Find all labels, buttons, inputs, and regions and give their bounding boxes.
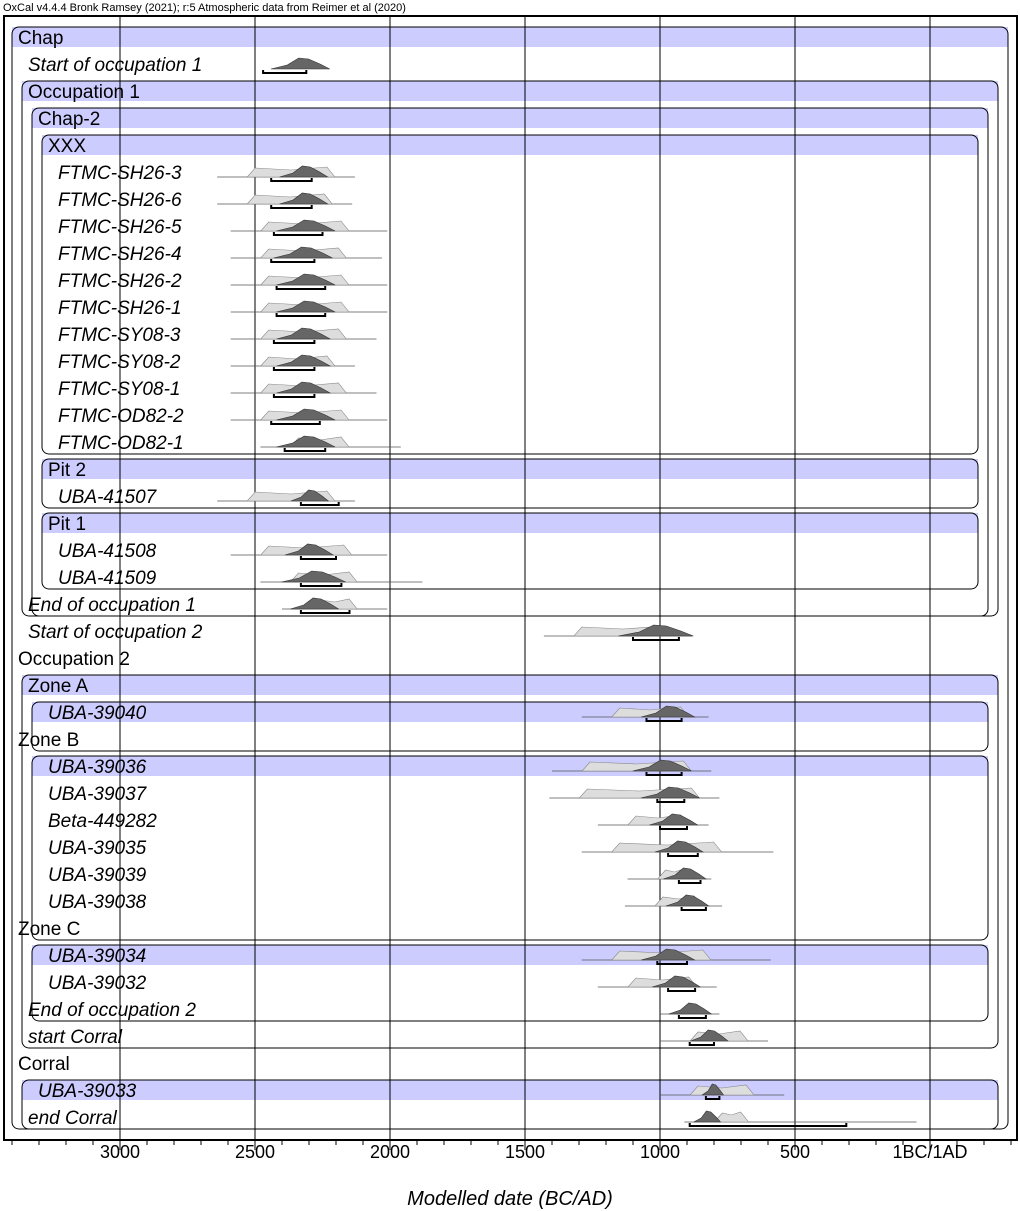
range-bracket-uba-41508 bbox=[301, 556, 336, 559]
row-label-ftmc-od82-2: FTMC-OD82-2 bbox=[58, 406, 184, 427]
range-bracket-ftmc-sy08-3 bbox=[274, 340, 315, 343]
range-bracket-uba-41509 bbox=[301, 583, 342, 586]
posterior-dist-end-corral bbox=[694, 1111, 721, 1122]
row-label-beta-449282: Beta-449282 bbox=[48, 811, 157, 832]
row-label-uba-41508: UBA-41508 bbox=[58, 541, 157, 562]
band-corral bbox=[22, 1080, 998, 1100]
group-label-zone-a: Zone A bbox=[28, 676, 89, 697]
row-label-ftmc-sy08-1: FTMC-SY08-1 bbox=[58, 379, 181, 400]
row-label-end-of-occupation-2: End of occupation 2 bbox=[28, 1000, 196, 1021]
group-label-zone-b: Zone B bbox=[18, 730, 80, 751]
range-bracket-ftmc-sh26-1 bbox=[277, 313, 326, 316]
posterior-dist-end-of-occupation-2 bbox=[669, 1003, 712, 1014]
band-occupation-2 bbox=[22, 675, 998, 695]
tick-label-2000: 2000 bbox=[369, 1142, 411, 1162]
posterior-dist-start-of-occupation-1 bbox=[271, 58, 330, 69]
band-pit-2 bbox=[42, 459, 978, 479]
row-label-uba-39038: UBA-39038 bbox=[48, 892, 147, 913]
group-label-occupation-2: Occupation 2 bbox=[18, 649, 130, 670]
box-occupation-1 bbox=[22, 81, 998, 616]
group-label-chap: Chap bbox=[18, 28, 64, 49]
vertical-gridlines bbox=[120, 16, 930, 1140]
group-label-pit-2: Pit 2 bbox=[48, 460, 87, 481]
group-label-chap-2: Chap-2 bbox=[38, 109, 101, 130]
band-pit-1 bbox=[42, 513, 978, 533]
row-label-ftmc-sy08-2: FTMC-SY08-2 bbox=[58, 352, 181, 373]
tick-label-3000: 3000 bbox=[99, 1142, 141, 1162]
row-label-uba-39040: UBA-39040 bbox=[48, 703, 147, 724]
box-occupation-2 bbox=[22, 675, 998, 1048]
row-label-ftmc-sy08-3: FTMC-SY08-3 bbox=[58, 325, 181, 346]
row-label-start-of-occupation-1: Start of occupation 1 bbox=[28, 55, 203, 76]
band-chap-2 bbox=[32, 108, 988, 128]
range-bracket-beta-449282 bbox=[660, 826, 687, 829]
range-bracket-ftmc-od82-1 bbox=[285, 448, 326, 451]
range-bracket-uba-39037 bbox=[657, 799, 684, 802]
software-credit-header: OxCal v4.4.4 Bronk Ramsey (2021); r:5 Atmospheric data from Reimer et al (2020) bbox=[3, 2, 406, 14]
group-label-pit-1: Pit 1 bbox=[48, 514, 87, 535]
group-label-zone-c: Zone C bbox=[18, 919, 81, 940]
band-occupation-1 bbox=[22, 81, 998, 101]
row-label-uba-39035: UBA-39035 bbox=[48, 838, 147, 859]
band-zone-b bbox=[32, 756, 988, 776]
band-chap bbox=[12, 27, 1008, 47]
tick-label-500: 500 bbox=[779, 1142, 811, 1162]
range-bracket-uba-39038 bbox=[682, 907, 706, 910]
group-label-xxx: XXX bbox=[48, 136, 87, 157]
range-bracket-ftmc-sh26-3 bbox=[271, 178, 312, 181]
row-label-uba-39032: UBA-39032 bbox=[48, 973, 147, 994]
group-bands bbox=[12, 27, 1008, 1100]
range-bracket-ftmc-sh26-2 bbox=[277, 286, 326, 289]
row-label-ftmc-sh26-4: FTMC-SH26-4 bbox=[58, 244, 182, 265]
row-label-end-corral: end Corral bbox=[28, 1108, 117, 1129]
row-label-uba-39034: UBA-39034 bbox=[48, 946, 147, 967]
box-zone-b bbox=[32, 756, 988, 940]
range-bracket-ftmc-od82-2 bbox=[271, 421, 320, 424]
row-label-uba-39033: UBA-39033 bbox=[38, 1081, 137, 1102]
row-label-uba-39037: UBA-39037 bbox=[48, 784, 147, 805]
range-bracket-end-of-occupation-1 bbox=[301, 610, 350, 613]
band-zone-a bbox=[32, 702, 988, 722]
row-label-uba-39039: UBA-39039 bbox=[48, 865, 147, 886]
tick-label-1bc-1ad: 1BC/1AD bbox=[892, 1142, 968, 1162]
row-label-ftmc-sh26-3: FTMC-SH26-3 bbox=[58, 163, 182, 184]
range-bracket-end-of-occupation-2 bbox=[679, 1015, 706, 1018]
range-bracket-ftmc-sh26-6 bbox=[271, 205, 312, 208]
x-axis-ticks bbox=[12, 1140, 1011, 1162]
range-bracket-uba-41507 bbox=[301, 502, 339, 505]
row-label-ftmc-sh26-5: FTMC-SH26-5 bbox=[58, 217, 182, 238]
tick-label-1500: 1500 bbox=[504, 1142, 546, 1162]
range-bracket-ftmc-sy08-2 bbox=[274, 367, 315, 370]
tick-label-1000: 1000 bbox=[639, 1142, 681, 1162]
band-xxx bbox=[42, 135, 978, 155]
range-bracket-start-corral bbox=[690, 1042, 714, 1045]
range-bracket-uba-39039 bbox=[679, 880, 701, 883]
range-bracket-start-of-occupation-1 bbox=[263, 70, 306, 73]
range-bracket-ftmc-sh26-5 bbox=[274, 232, 323, 235]
row-label-ftmc-sh26-6: FTMC-SH26-6 bbox=[58, 190, 182, 211]
row-label-ftmc-sh26-1: FTMC-SH26-1 bbox=[58, 298, 182, 319]
range-bracket-end-corral bbox=[690, 1123, 847, 1126]
range-bracket-ftmc-sy08-1 bbox=[274, 394, 315, 397]
row-label-start-corral: start Corral bbox=[28, 1027, 122, 1048]
band-zone-c bbox=[32, 945, 988, 965]
row-label-uba-41507: UBA-41507 bbox=[58, 487, 157, 508]
row-label-ftmc-sh26-2: FTMC-SH26-2 bbox=[58, 271, 182, 292]
group-label-occupation-1: Occupation 1 bbox=[28, 82, 140, 103]
row-label-start-of-occupation-2: Start of occupation 2 bbox=[28, 622, 203, 643]
row-label-uba-39036: UBA-39036 bbox=[48, 757, 147, 778]
range-bracket-ftmc-sh26-4 bbox=[271, 259, 314, 262]
range-bracket-start-of-occupation-2 bbox=[633, 637, 679, 640]
row-label-end-of-occupation-1: End of occupation 1 bbox=[28, 595, 196, 616]
range-bracket-uba-39035 bbox=[668, 853, 698, 856]
range-bracket-uba-39032 bbox=[668, 988, 695, 991]
row-label-ftmc-od82-1: FTMC-OD82-1 bbox=[58, 433, 184, 454]
tick-label-2500: 2500 bbox=[234, 1142, 276, 1162]
row-label-uba-41509: UBA-41509 bbox=[58, 568, 157, 589]
x-axis-label: Modelled date (BC/AD) bbox=[407, 1188, 613, 1210]
group-label-corral: Corral bbox=[18, 1054, 70, 1075]
